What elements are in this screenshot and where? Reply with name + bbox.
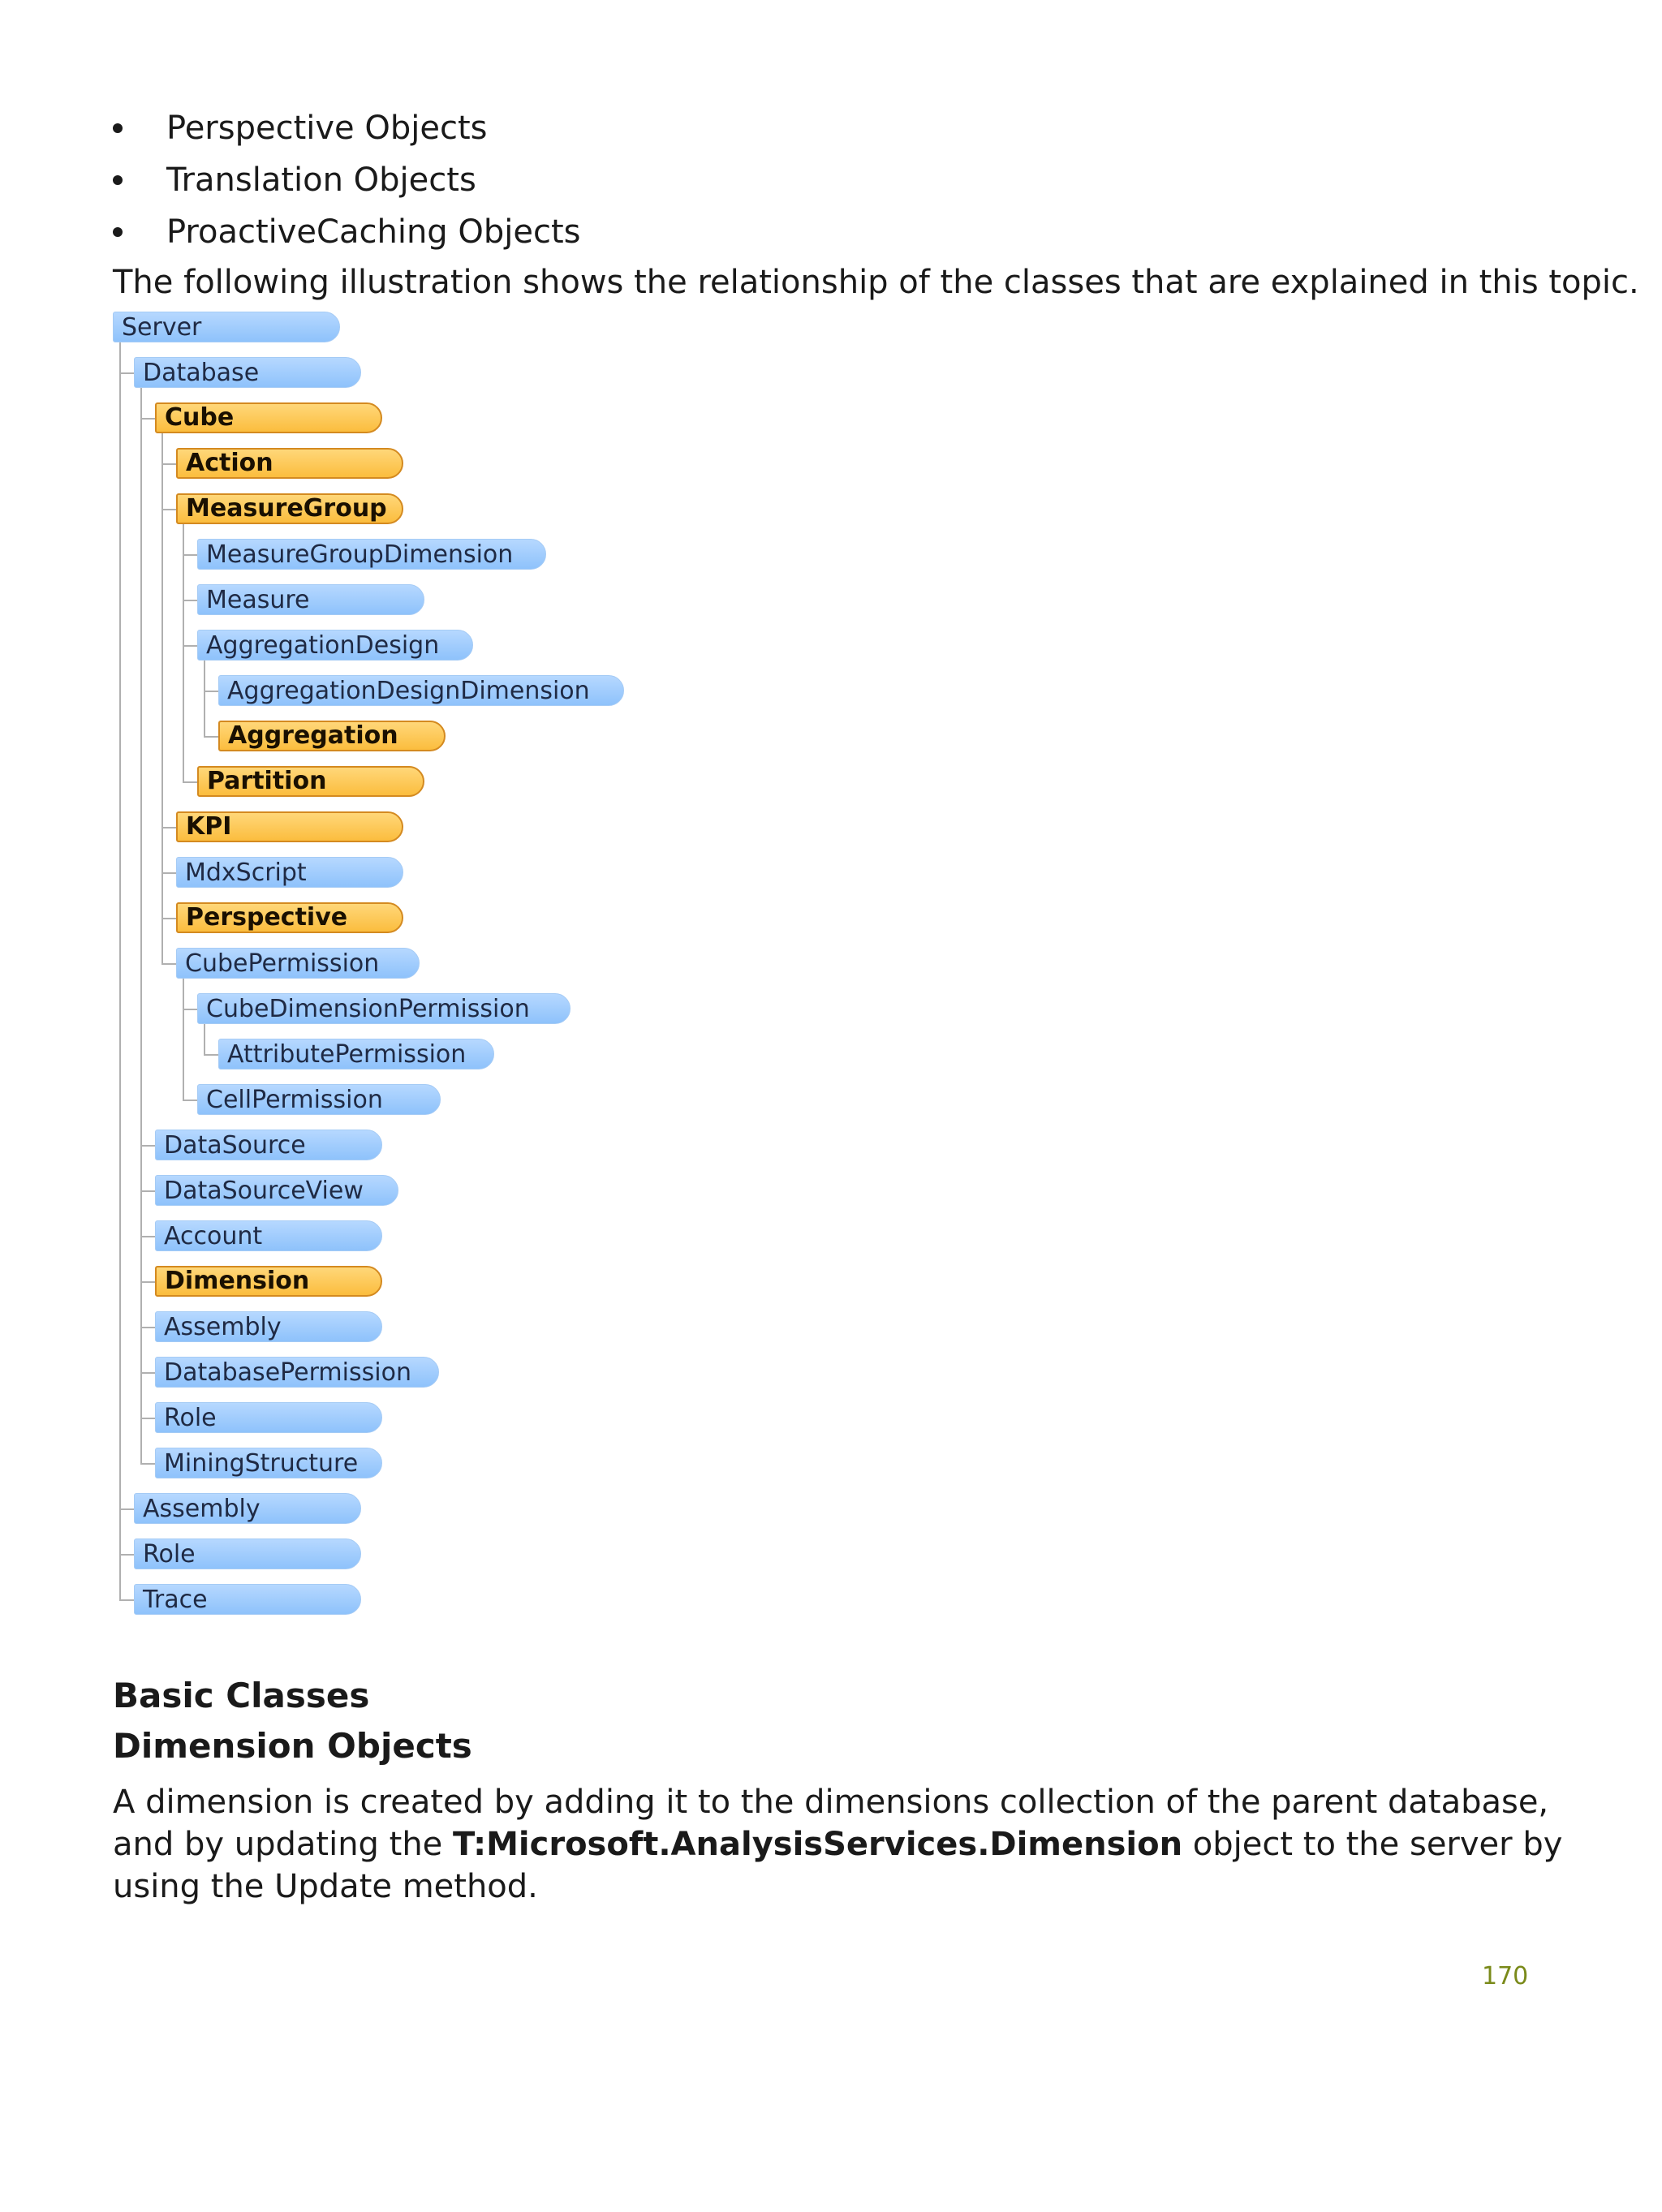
tree-node: MeasureGroup bbox=[176, 493, 403, 524]
bullet-list bbox=[113, 102, 581, 258]
tree-node: Measure bbox=[197, 584, 424, 615]
tree-connector-line bbox=[140, 1418, 155, 1419]
tree-node: Aggregation bbox=[218, 721, 446, 751]
intro-text: The following illustration shows the relationship of the classes that are explained in this topic. bbox=[113, 264, 1639, 301]
tree-node: KPI bbox=[176, 811, 403, 842]
bullet-dot-icon bbox=[113, 227, 123, 237]
tree-node: Assembly bbox=[155, 1311, 382, 1342]
bullet-text: ProactiveCaching Objects bbox=[166, 213, 581, 251]
tree-node: MiningStructure bbox=[155, 1448, 382, 1478]
tree-connector-line bbox=[140, 388, 142, 1465]
bullet-item bbox=[113, 102, 581, 154]
tree-node: Partition bbox=[197, 766, 424, 797]
tree-node: Cube bbox=[155, 402, 382, 433]
bullet-dot-icon bbox=[113, 123, 123, 133]
tree-node: Perspective bbox=[176, 902, 403, 933]
tree-connector-line bbox=[183, 524, 184, 783]
tree-node: DataSourceView bbox=[155, 1175, 398, 1206]
tree-connector-line bbox=[140, 1190, 155, 1192]
bullet-text: Translation Objects bbox=[166, 161, 476, 199]
tree-connector-line bbox=[183, 979, 184, 1101]
tree-connector-line bbox=[140, 1327, 155, 1328]
tree-connector-line bbox=[161, 827, 176, 828]
tree-connector-line bbox=[204, 661, 205, 738]
tree-node: CubePermission bbox=[176, 948, 420, 979]
tree-connector-line bbox=[161, 963, 176, 965]
tree-connector-line bbox=[140, 1145, 155, 1147]
tree-connector-line bbox=[119, 1599, 134, 1601]
tree-connector-line bbox=[183, 554, 197, 556]
tree-connector-line bbox=[119, 342, 121, 1601]
tree-connector-line bbox=[140, 1236, 155, 1237]
tree-connector-line bbox=[119, 372, 134, 374]
tree-node: CubeDimensionPermission bbox=[197, 993, 571, 1024]
tree-node: Role bbox=[134, 1539, 361, 1569]
tree-connector-line bbox=[161, 463, 176, 465]
bullet-text: Perspective Objects bbox=[166, 110, 488, 147]
tree-connector-line bbox=[161, 918, 176, 919]
tree-connector-line bbox=[140, 418, 155, 420]
tree-connector-line bbox=[183, 600, 197, 601]
tree-node: MeasureGroupDimension bbox=[197, 539, 546, 570]
tree-connector-line bbox=[140, 1372, 155, 1374]
heading-basic-classes: Basic Classes bbox=[113, 1676, 370, 1715]
tree-connector-line bbox=[161, 433, 163, 965]
tree-connector-line bbox=[140, 1281, 155, 1283]
page-number: 170 bbox=[1482, 1962, 1529, 1990]
tree-connector-line bbox=[161, 509, 176, 510]
tree-node: MdxScript bbox=[176, 857, 403, 888]
tree-connector-line bbox=[204, 1024, 205, 1056]
tree-connector-line bbox=[183, 781, 197, 783]
bullet-dot-icon bbox=[113, 175, 123, 185]
tree-node: Database bbox=[134, 357, 361, 388]
tree-connector-line bbox=[183, 1100, 197, 1101]
tree-node: AggregationDesignDimension bbox=[218, 675, 624, 706]
tree-connector-line bbox=[140, 1463, 155, 1465]
class-reference: T:Microsoft.AnalysisServices.Dimension bbox=[453, 1826, 1183, 1863]
tree-node: Trace bbox=[134, 1584, 361, 1615]
tree-connector-line bbox=[119, 1554, 134, 1556]
tree-connector-line bbox=[204, 1054, 218, 1056]
tree-node: DatabasePermission bbox=[155, 1357, 439, 1388]
tree-node: AttributePermission bbox=[218, 1039, 494, 1069]
paragraph-text: A dimension is created by adding it to the dimensions collection of the parent database, and by updating the bbox=[113, 1784, 1549, 1863]
tree-node: DataSource bbox=[155, 1130, 382, 1160]
tree-connector-line bbox=[119, 1508, 134, 1510]
tree-node: Role bbox=[155, 1402, 382, 1433]
tree-node: Account bbox=[155, 1220, 382, 1251]
tree-node: Assembly bbox=[134, 1493, 361, 1524]
paragraph-text: object to the server by using the Update method. bbox=[113, 1826, 1563, 1905]
tree-node: Action bbox=[176, 448, 403, 479]
tree-connector-line bbox=[183, 645, 197, 647]
tree-node: CellPermission bbox=[197, 1084, 441, 1115]
dimension-paragraph bbox=[113, 1781, 1574, 1908]
bullet-item bbox=[113, 154, 581, 206]
tree-node: Dimension bbox=[155, 1266, 382, 1297]
tree-connector-line bbox=[204, 736, 218, 738]
tree-node: Server bbox=[113, 312, 340, 342]
tree-connector-line bbox=[161, 872, 176, 874]
tree-connector-line bbox=[183, 1009, 197, 1010]
tree-connector-line bbox=[204, 691, 218, 692]
bullet-item bbox=[113, 206, 581, 258]
heading-dimension-objects: Dimension Objects bbox=[113, 1726, 472, 1766]
tree-node: AggregationDesign bbox=[197, 630, 473, 661]
